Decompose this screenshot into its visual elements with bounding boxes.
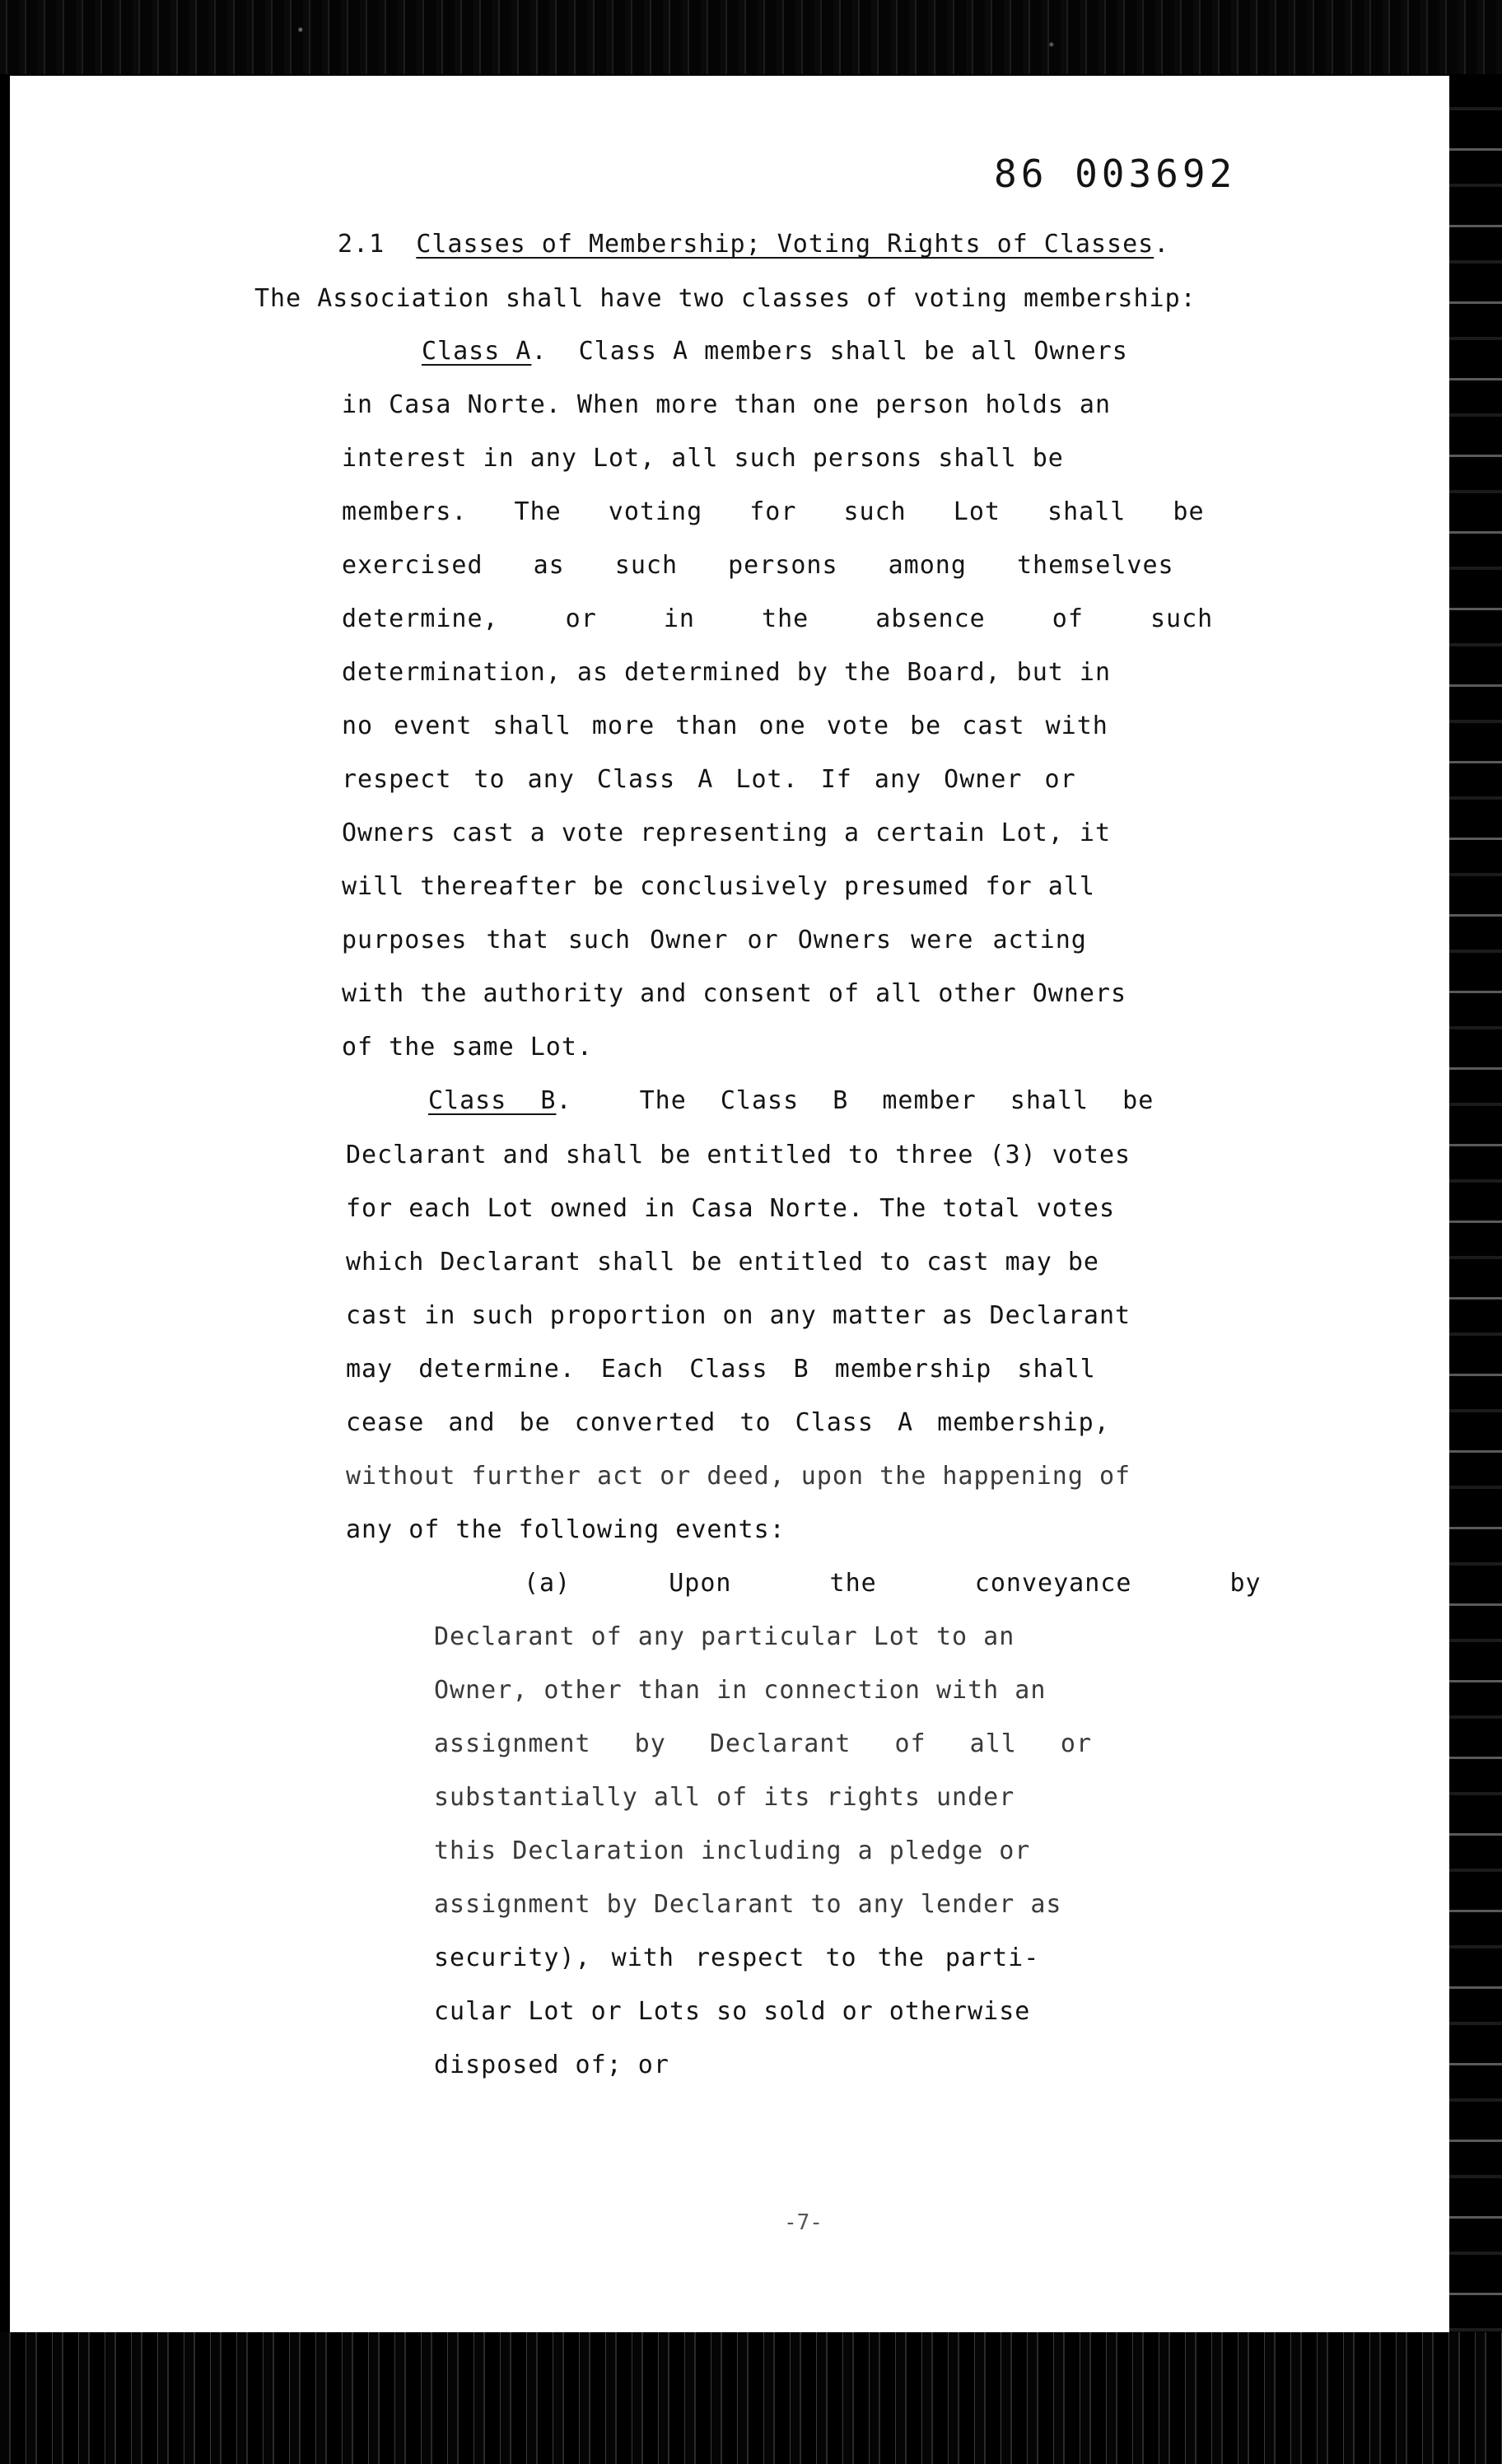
item-a-line: cular Lot or Lots so sold or otherwise xyxy=(434,1997,1031,2026)
scan-border-bottom xyxy=(0,2332,1502,2464)
scan-border-right xyxy=(1449,74,1502,2332)
class-b-line: cease and be converted to Class A membership, xyxy=(346,1408,1110,1437)
scan-border-top xyxy=(0,0,1502,74)
item-a-line: assignment by Declarant of all or xyxy=(434,1729,1093,1758)
class-b-line: may determine. Each Class B membership shall xyxy=(346,1355,1096,1384)
class-a-line: with the authority and consent of all other Owners xyxy=(342,979,1127,1008)
class-b-line: without further act or deed, upon the happening of xyxy=(346,1462,1131,1491)
class-a-label: Class A xyxy=(422,337,532,366)
page-number: -7- xyxy=(784,2210,823,2235)
class-a-line: no event shall more than one vote be cast with xyxy=(342,712,1108,740)
class-a-first-line: Class A. Class A members shall be all Owners xyxy=(422,337,1128,366)
item-a-line: disposed of; or xyxy=(434,2051,669,2079)
item-a-line: this Declaration including a pledge or xyxy=(434,1836,1031,1865)
class-b-line: for each Lot owned in Casa Norte. The total votes xyxy=(346,1194,1116,1223)
class-a-line: in Casa Norte. When more than one person holds an xyxy=(342,390,1112,419)
item-a-line: security), with respect to the parti- xyxy=(434,1944,1040,1972)
item-a-line: substantially all of its rights under xyxy=(434,1783,1015,1812)
class-a-line: Owners cast a vote representing a certain Lot, it xyxy=(342,819,1112,847)
section-title: Classes of Membership; Voting Rights of Classes xyxy=(416,230,1154,259)
class-b-first-line: Class B. The Class B member shall be xyxy=(428,1086,1154,1115)
item-a-line: assignment by Declarant to any lender as xyxy=(434,1890,1062,1919)
class-b-line: cast in such proportion on any matter as Declarant xyxy=(346,1301,1131,1330)
section-heading: 2.1 Classes of Membership; Voting Rights of Classes. xyxy=(338,230,1170,259)
class-a-line: interest in any Lot, all such persons shall be xyxy=(342,444,1064,473)
item-a-first-line: (a) Upon the conveyance by xyxy=(524,1569,1262,1598)
intro-line: The Association shall have two classes of voting membership: xyxy=(254,284,1196,313)
class-a-line: determine, or in the absence of such xyxy=(342,604,1214,633)
class-a-line: exercised as such persons among themselves xyxy=(342,551,1174,580)
class-b-line: which Declarant shall be entitled to cast may be xyxy=(346,1248,1099,1276)
item-a-line: Declarant of any particular Lot to an xyxy=(434,1622,1015,1651)
class-b-line: any of the following events: xyxy=(346,1515,786,1544)
section-number: 2.1 xyxy=(338,230,385,259)
item-a-line: Owner, other than in connection with an xyxy=(434,1676,1047,1705)
class-a-line: determination, as determined by the Board, but in xyxy=(342,658,1112,687)
class-a-line: purposes that such Owner or Owners were acting xyxy=(342,926,1087,954)
class-a-line: respect to any Class A Lot. If any Owner or xyxy=(342,765,1076,794)
class-b-label: Class B xyxy=(428,1086,557,1115)
class-a-line: will thereafter be conclusively presumed for all xyxy=(342,872,1095,901)
document-page xyxy=(10,76,1449,2332)
class-b-line: Declarant and shall be entitled to three (3) votes xyxy=(346,1141,1131,1169)
document-number: 86 003692 xyxy=(994,152,1237,196)
class-a-line: members. The voting for such Lot shall be xyxy=(342,497,1205,526)
class-a-line: of the same Lot. xyxy=(342,1033,593,1062)
item-a-label: (a) xyxy=(524,1569,571,1598)
